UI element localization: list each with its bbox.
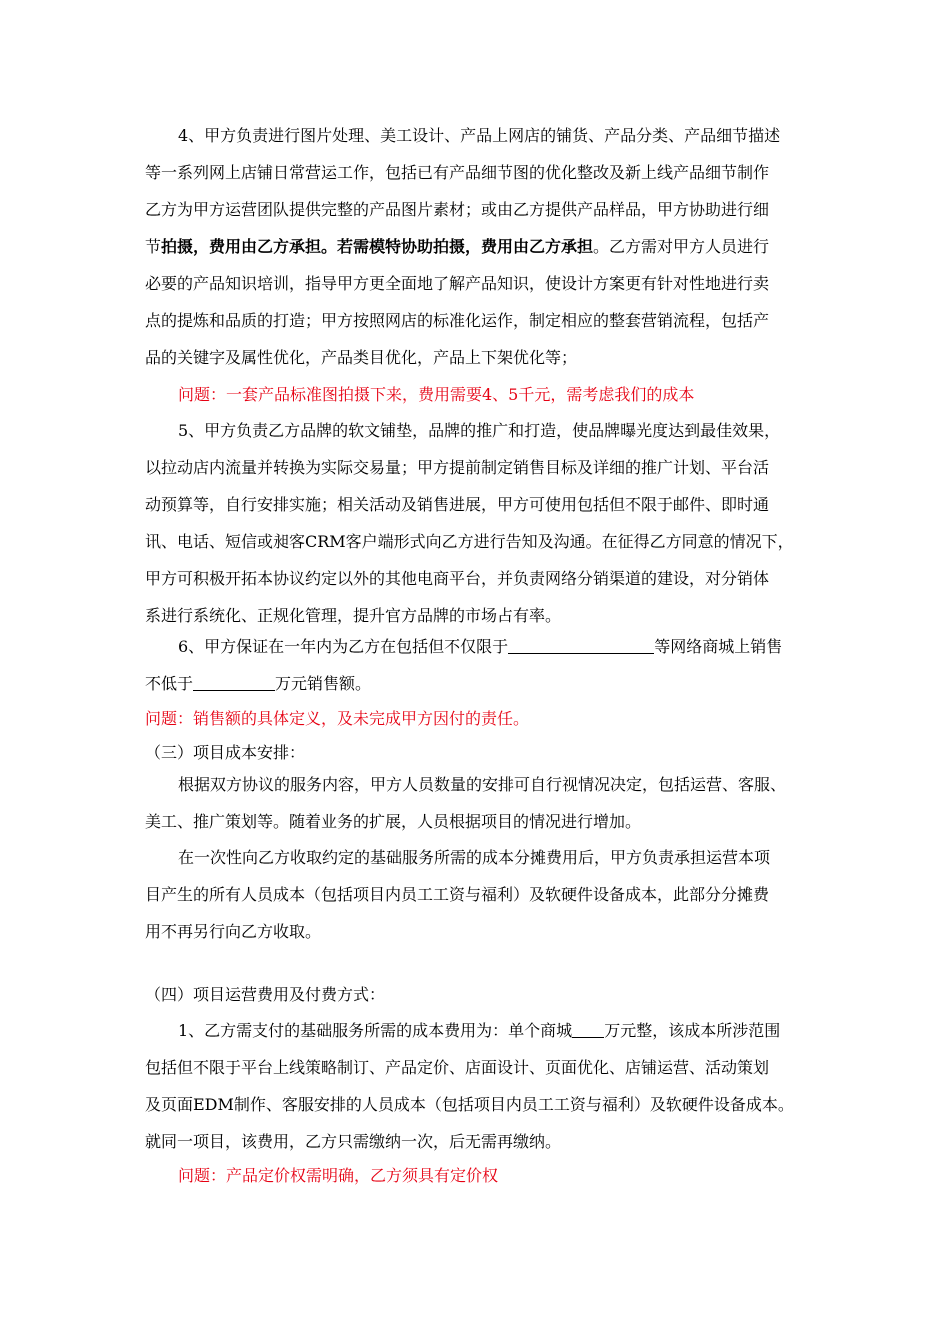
section3-p2-line2: 目产生的所有人员成本（包括项目内员工工资与福利）及软硬件设备成本，此部分分摊费 bbox=[145, 885, 770, 904]
item4-line1: 4、甲方负责进行图片处理、美工设计、产品上网店的铺货、产品分类、产品细节描述 bbox=[178, 126, 781, 145]
item5-line3: 动预算等，自行安排实施；相关活动及销售进展，甲方可使用包括但不限于邮件、即时通 bbox=[145, 495, 770, 514]
issue-note-2: 问题：销售额的具体定义，及未完成甲方因付的责任。 bbox=[145, 709, 530, 728]
item4-line2: 等一系列网上店铺日常营运工作，包括已有产品细节图的优化整改及新上线产品细节制作 bbox=[145, 163, 770, 182]
section4-line4: 就同一项目，该费用，乙方只需缴纳一次，后无需再缴纳。 bbox=[145, 1132, 562, 1151]
item6-line1 bbox=[178, 629, 782, 665]
item4-line3: 乙方为甲方运营团队提供完整的产品图片素材；或由乙方提供产品样品，甲方协助进行细 bbox=[145, 200, 770, 219]
item5-line1: 5、甲方负责乙方品牌的软文铺垫，品牌的推广和打造，使品牌曝光度达到最佳效果， bbox=[178, 421, 781, 440]
section4-line3: 及页面EDM制作、客服安排的人员成本（包括项目内员工工资与福利）及软硬件设备成本。 bbox=[145, 1095, 794, 1114]
item4-line6: 点的提炼和品质的打造；甲方按照网店的标准化运作，制定相应的整套营销流程，包括产 bbox=[145, 311, 770, 330]
issue-note-3: 问题：产品定价权需明确，乙方须具有定价权 bbox=[178, 1166, 499, 1185]
item4-line4-start: 节 bbox=[145, 237, 162, 256]
item4-line5: 必要的产品知识培训，指导甲方更全面地了解产品知识，使设计方案更有针对性地进行卖 bbox=[145, 274, 770, 293]
item4-line4 bbox=[145, 229, 769, 265]
section3-p1-line2: 美工、推广策划等。随着业务的扩展，人员根据项目的情况进行增加。 bbox=[145, 812, 642, 831]
item6-line1-end: 等网络商城上销售 bbox=[654, 637, 783, 656]
section3-p2-line1: 在一次性向乙方收取约定的基础服务所需的成本分摊费用后，甲方负责承担运营本项 bbox=[178, 848, 771, 867]
section4-line2: 包括但不限于平台上线策略制订、产品定价、店面设计、页面优化、店铺运营、活动策划 bbox=[145, 1058, 770, 1077]
item5-line6: 系进行系统化、正规化管理，提升官方品牌的市场占有率。 bbox=[145, 606, 562, 625]
item6-line2-end: 万元销售额。 bbox=[275, 674, 372, 693]
section3-heading: （三）项目成本安排： bbox=[145, 743, 306, 762]
section4-heading: （四）项目运营费用及付费方式： bbox=[145, 985, 386, 1004]
cost-amount-blank[interactable] bbox=[572, 1017, 604, 1038]
item6-line2 bbox=[145, 666, 371, 702]
section4-line1-end: 万元整，该成本所涉范围 bbox=[604, 1021, 781, 1040]
item5-line5: 甲方可积极开拓本协议约定以外的其他电商平台，并负责网络分销渠道的建设，对分销体 bbox=[145, 569, 770, 588]
item6-line1-start: 6、甲方保证在一年内为乙方在包括但不仅限于 bbox=[178, 637, 509, 656]
item4-line4-end: 。乙方需对甲方人员进行 bbox=[593, 237, 770, 256]
section3-p2-line3: 用不再另行向乙方收取。 bbox=[145, 922, 322, 941]
issue-note-1: 问题：一套产品标准图拍摄下来，费用需要4、5千元，需考虑我们的成本 bbox=[178, 385, 695, 404]
item5-line2: 以拉动店内流量并转换为实际交易量；甲方提前制定销售目标及详细的推广计划、平台活 bbox=[145, 458, 770, 477]
section4-line1-start: 1、乙方需支付的基础服务所需的成本费用为：单个商城 bbox=[178, 1021, 573, 1040]
sales-amount-blank[interactable] bbox=[193, 670, 275, 691]
item6-line2-start: 不低于 bbox=[145, 674, 194, 693]
section3-p1-line1: 根据双方协议的服务内容，甲方人员数量的安排可自行视情况决定，包括运营、客服、 bbox=[178, 775, 787, 794]
sales-platform-blank[interactable] bbox=[508, 633, 654, 654]
item4-bold-clause: 拍摄，费用由乙方承担。若需模特协助拍摄，费用由乙方承担 bbox=[161, 237, 594, 256]
item4-line7: 品的关键字及属性优化，产品类目优化，产品上下架优化等； bbox=[145, 348, 578, 367]
section4-line1 bbox=[178, 1013, 780, 1049]
item5-line4: 讯、电话、短信或昶客CRM客户端形式向乙方进行告知及沟通。在征得乙方同意的情况下， bbox=[145, 532, 794, 551]
